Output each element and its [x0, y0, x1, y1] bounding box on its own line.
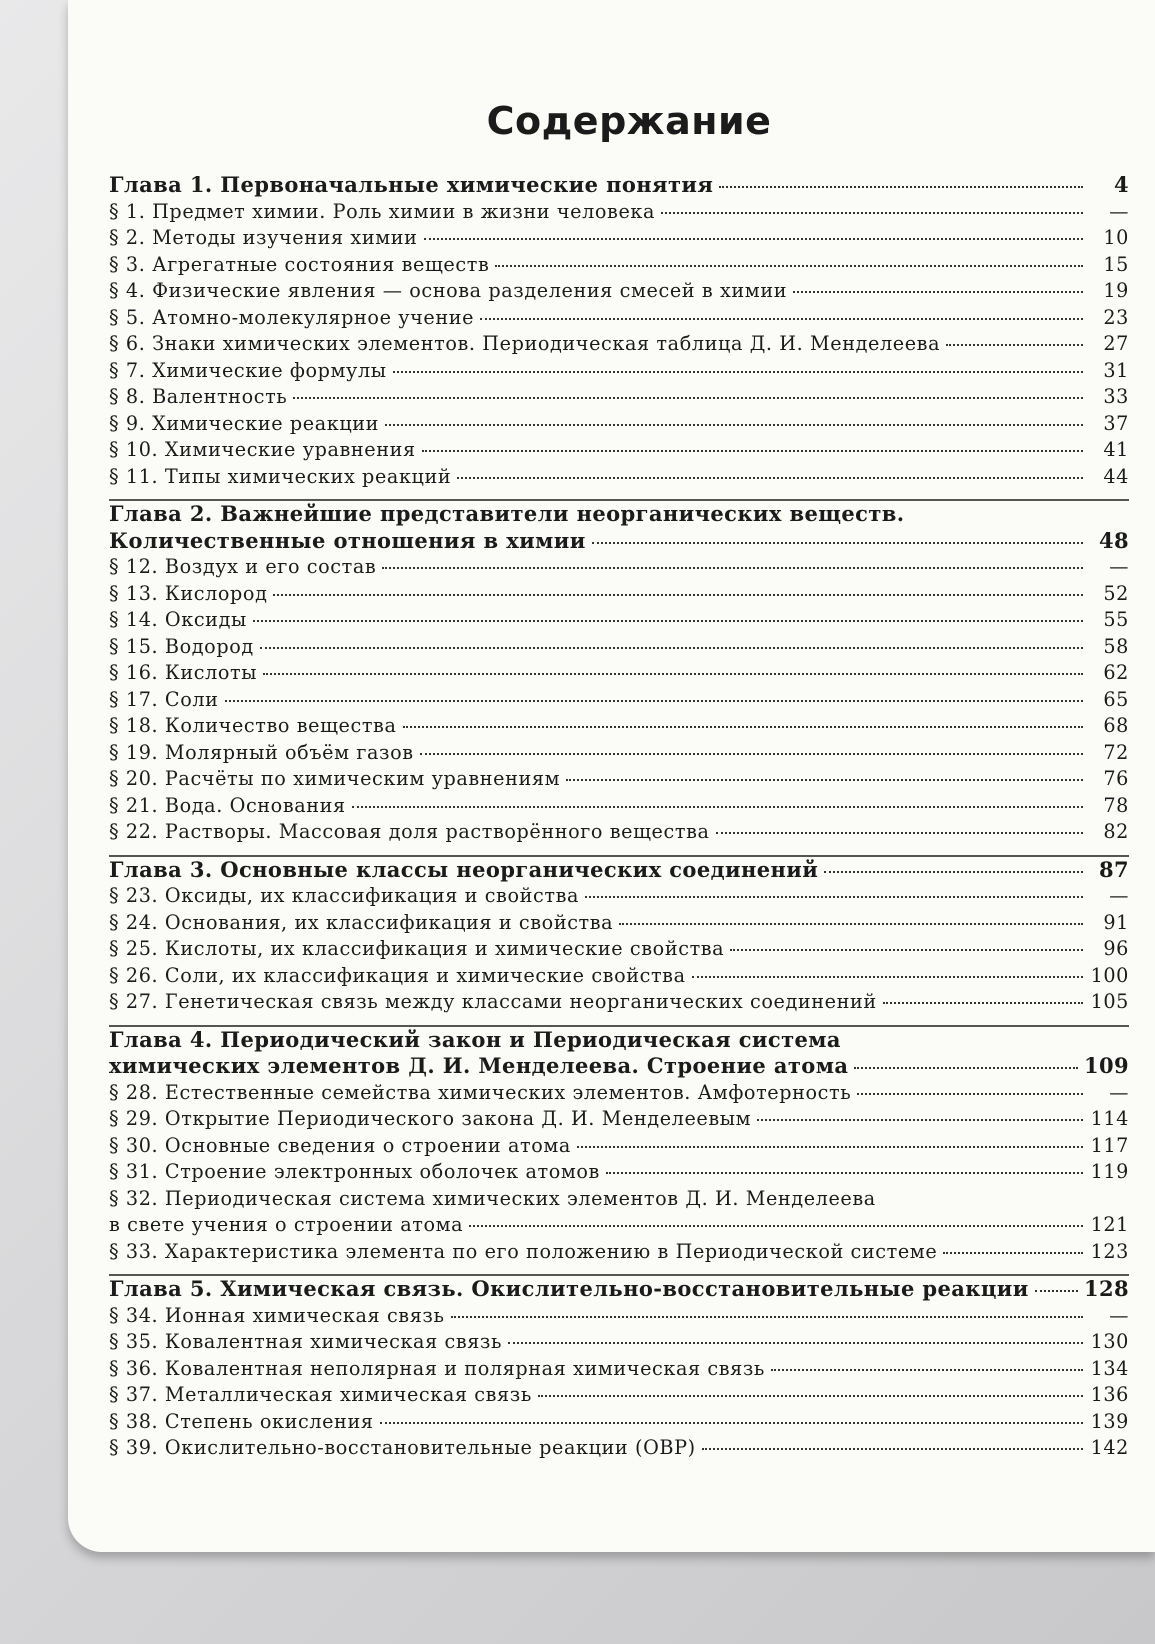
- section-page-number: 91: [1103, 910, 1129, 934]
- section-page-number: 121: [1090, 1213, 1129, 1236]
- section-page-number: 19: [1103, 279, 1129, 302]
- chapter-title: Глава 5. Химическая связь. Окислительно-восстановительные реакции: [109, 1276, 1029, 1301]
- dot-leader: [385, 424, 1083, 426]
- section-title: § 6. Знаки химических элементов. Периодическая таблица Д. И. Менделеева: [109, 332, 941, 355]
- dot-leader: [508, 1342, 1083, 1344]
- section-entry[interactable]: [109, 331, 1129, 358]
- section-page-number: 37: [1103, 411, 1129, 435]
- chapter-entry[interactable]: [109, 1276, 1129, 1303]
- section-entry[interactable]: [109, 225, 1129, 252]
- chapter-page-number: 4: [1113, 172, 1129, 197]
- section-page-number: 142: [1090, 1436, 1129, 1459]
- dot-leader: [403, 726, 1084, 728]
- section-page-number: 27: [1103, 332, 1129, 355]
- chapter-entry[interactable]: [109, 857, 1129, 884]
- section-title: § 16. Кислоты: [109, 661, 258, 684]
- section-page-number: 15: [1103, 252, 1129, 276]
- dot-leader: [730, 949, 1083, 951]
- chapter-title: химических элементов Д. И. Менделеева. Строение атома: [109, 1053, 849, 1078]
- dot-leader: [263, 673, 1083, 675]
- chapter-entry[interactable]: [109, 528, 1129, 555]
- section-entry[interactable]: [109, 910, 1129, 937]
- section-page-number: 44: [1103, 464, 1129, 488]
- section-entry[interactable]: [109, 384, 1129, 411]
- section-page-number: —: [1109, 199, 1129, 223]
- section-title: § 29. Открытие Периодического закона Д. И. Менделеевым: [109, 1107, 752, 1130]
- chapter-title: Количественные отношения в химии: [109, 527, 586, 553]
- section-page-number: 55: [1103, 608, 1129, 631]
- section-title: § 28. Естественные семейства химических элементов. Амфотерность: [109, 1080, 852, 1104]
- section-title: § 37. Металлическая химическая связь: [109, 1383, 532, 1406]
- section-entry[interactable]: [109, 252, 1129, 279]
- section-title: § 1. Предмет химии. Роль химии в жизни человека: [109, 199, 656, 223]
- chapter-block: [109, 490, 1129, 846]
- chapter-page-number: 48: [1098, 527, 1129, 553]
- section-entry[interactable]: [109, 305, 1129, 332]
- dot-leader: [606, 1172, 1083, 1174]
- section-entry[interactable]: [109, 1133, 1129, 1160]
- section-entry[interactable]: [109, 766, 1129, 793]
- section-page-number: 10: [1103, 226, 1129, 249]
- section-title: § 33. Характеристика элемента по его положению в Периодической системе: [109, 1239, 938, 1263]
- dot-leader: [393, 371, 1083, 373]
- section-title-line: § 32. Периодическая система химических элементов Д. И. Менделеева: [109, 1186, 876, 1210]
- section-title: § 39. Окислительно-восстановительные реакции (ОВР): [109, 1436, 696, 1459]
- toc-content: [109, 90, 1129, 1462]
- dot-leader: [577, 1146, 1083, 1148]
- section-title: § 30. Основные сведения о строении атома: [109, 1133, 571, 1157]
- section-title: § 15. Водород: [109, 634, 254, 658]
- section-title: § 22. Растворы. Массовая доля растворённого вещества: [109, 820, 710, 843]
- section-title: § 8. Валентность: [109, 385, 288, 408]
- dot-leader: [566, 779, 1083, 781]
- chapter-entry[interactable]: [109, 1053, 1129, 1080]
- dot-leader: [451, 1316, 1083, 1318]
- section-page-number: 100: [1090, 963, 1129, 987]
- section-title: § 26. Соли, их классификация и химические свойства: [109, 963, 686, 987]
- section-title: § 3. Агрегатные состояния веществ: [109, 252, 490, 276]
- section-page-number: 33: [1103, 385, 1129, 408]
- section-page-number: 136: [1090, 1383, 1129, 1406]
- section-title: в свете учения о строении атома: [109, 1213, 464, 1236]
- chapter-title: Глава 1. Первоначальные химические понятия: [109, 172, 714, 197]
- section-entry[interactable]: [109, 793, 1129, 820]
- table-of-contents: [109, 172, 1129, 1462]
- section-page-number: —: [1109, 1080, 1129, 1104]
- section-title: § 11. Типы химических реакций: [109, 464, 452, 488]
- dot-leader: [457, 477, 1083, 479]
- dot-leader: [253, 620, 1083, 622]
- dot-leader: [422, 450, 1083, 452]
- section-title: § 38. Степень окисления: [109, 1409, 374, 1433]
- section-entry[interactable]: [109, 1212, 1129, 1239]
- section-title: § 20. Расчёты по химическим уравнениям: [109, 767, 561, 790]
- section-title: § 7. Химические формулы: [109, 358, 387, 382]
- chapter-block: [109, 1265, 1129, 1462]
- dot-leader: [480, 318, 1083, 320]
- chapter-entry[interactable]: [109, 172, 1129, 199]
- section-entry[interactable]: [109, 989, 1129, 1016]
- section-entry[interactable]: [109, 1159, 1129, 1186]
- section-page-number: 130: [1090, 1330, 1129, 1353]
- section-page-number: 119: [1090, 1160, 1129, 1183]
- dot-leader: [585, 896, 1083, 898]
- section-entry[interactable]: [109, 581, 1129, 608]
- dot-leader: [757, 1119, 1083, 1121]
- dot-leader: [420, 753, 1083, 755]
- dot-leader: [538, 1395, 1083, 1397]
- dot-leader: [380, 1422, 1083, 1424]
- section-entry[interactable]: [109, 713, 1129, 740]
- section-entry[interactable]: [109, 819, 1129, 846]
- section-title: § 19. Молярный объём газов: [109, 740, 414, 764]
- section-entry[interactable]: [109, 411, 1129, 438]
- section-title: § 17. Соли: [109, 687, 219, 711]
- dot-leader: [273, 594, 1083, 596]
- section-page-number: 62: [1103, 661, 1129, 684]
- section-entry[interactable]: [109, 1382, 1129, 1409]
- dot-leader: [771, 1369, 1083, 1371]
- section-entry[interactable]: [109, 1435, 1129, 1462]
- section-entry[interactable]: [109, 1106, 1129, 1133]
- section-entry[interactable]: [109, 1239, 1129, 1266]
- chapter-title: Глава 3. Основные классы неорганических соединений: [109, 856, 819, 882]
- section-title: § 5. Атомно-молекулярное учение: [109, 305, 475, 329]
- section-title: § 10. Химические уравнения: [109, 438, 416, 461]
- section-entry[interactable]: [109, 1356, 1129, 1383]
- section-page-number: 105: [1090, 990, 1129, 1013]
- section-title: § 13. Кислород: [109, 581, 268, 605]
- chapter-page-number: 109: [1083, 1053, 1129, 1078]
- section-entry[interactable]: [109, 740, 1129, 767]
- section-title: § 34. Ионная химическая связь: [109, 1303, 445, 1327]
- section-title: § 14. Оксиды: [109, 608, 247, 631]
- section-title: § 21. Вода. Основания: [109, 793, 346, 817]
- section-entry[interactable]: [109, 554, 1129, 581]
- section-entry[interactable]: [109, 936, 1129, 963]
- section-entry[interactable]: [109, 687, 1129, 714]
- section-page-number: 23: [1103, 305, 1129, 329]
- dot-leader: [854, 1067, 1078, 1069]
- chapter-block: [109, 846, 1129, 1016]
- section-entry[interactable]: [109, 1080, 1129, 1107]
- section-title: § 24. Основания, их классификация и свойства: [109, 910, 614, 934]
- dot-leader: [824, 871, 1083, 873]
- section-entry[interactable]: [109, 634, 1129, 661]
- chapter-block: [109, 1016, 1129, 1266]
- dot-leader: [793, 291, 1083, 293]
- section-entry[interactable]: [109, 278, 1129, 305]
- section-page-number: 117: [1090, 1133, 1129, 1157]
- section-entry[interactable]: [109, 883, 1129, 910]
- section-entry[interactable]: [109, 358, 1129, 385]
- section-title: § 31. Строение электронных оболочек атомов: [109, 1160, 600, 1183]
- section-page-number: 78: [1103, 793, 1129, 817]
- section-page-number: —: [1109, 1303, 1129, 1327]
- dot-leader: [592, 542, 1083, 544]
- dot-leader: [883, 1002, 1083, 1004]
- section-title: § 36. Ковалентная неполярная и полярная химическая связь: [109, 1356, 765, 1380]
- section-entry[interactable]: [109, 607, 1129, 634]
- section-page-number: 139: [1090, 1409, 1129, 1433]
- section-page-number: 123: [1090, 1239, 1129, 1263]
- dot-leader: [1035, 1290, 1078, 1292]
- chapter-page-number: 87: [1098, 856, 1129, 882]
- section-page-number: 76: [1103, 767, 1129, 790]
- section-page-number: 65: [1103, 687, 1129, 711]
- dot-leader: [260, 647, 1083, 649]
- section-page-number: 72: [1103, 740, 1129, 764]
- section-page-number: 52: [1103, 581, 1129, 605]
- section-page-number: 96: [1103, 937, 1129, 960]
- book-page: [68, 0, 1155, 1552]
- dot-leader: [495, 265, 1083, 267]
- section-page-number: —: [1109, 555, 1129, 578]
- section-entry[interactable]: [109, 437, 1129, 464]
- section-entry[interactable]: [109, 1303, 1129, 1330]
- section-entry[interactable]: [109, 199, 1129, 226]
- dot-leader: [702, 1448, 1083, 1450]
- dot-leader: [225, 700, 1083, 702]
- dot-leader: [719, 186, 1083, 188]
- dot-leader: [943, 1252, 1083, 1254]
- section-title: § 4. Физические явления — основа разделения смесей в химии: [109, 279, 788, 302]
- section-page-number: —: [1109, 884, 1129, 907]
- section-page-number: 68: [1103, 714, 1129, 737]
- section-title: § 25. Кислоты, их классификация и химические свойства: [109, 937, 725, 960]
- section-entry[interactable]: [109, 1409, 1129, 1436]
- dot-leader: [716, 832, 1083, 834]
- dot-leader: [946, 344, 1083, 346]
- dot-leader: [424, 238, 1083, 240]
- dot-leader: [293, 397, 1083, 399]
- section-page-number: 134: [1090, 1356, 1129, 1380]
- section-page-number: 82: [1103, 820, 1129, 843]
- section-page-number: 114: [1090, 1107, 1129, 1130]
- section-title: § 2. Методы изучения химии: [109, 226, 418, 249]
- dot-leader: [469, 1225, 1083, 1227]
- section-title: § 12. Воздух и его состав: [109, 555, 377, 578]
- dot-leader: [692, 976, 1083, 978]
- section-title: § 23. Оксиды, их классификация и свойства: [109, 884, 580, 907]
- dot-leader: [619, 923, 1083, 925]
- section-title: § 35. Ковалентная химическая связь: [109, 1330, 503, 1353]
- section-page-number: 41: [1103, 438, 1129, 461]
- section-title: § 18. Количество вещества: [109, 714, 397, 737]
- section-entry[interactable]: [109, 963, 1129, 990]
- chapter-page-number: 128: [1083, 1276, 1129, 1301]
- chapter-block: [109, 172, 1129, 490]
- chapter-title-line: Глава 4. Периодический закон и Периодическая система: [109, 1026, 841, 1052]
- section-entry[interactable]: [109, 660, 1129, 687]
- section-page-number: 31: [1103, 358, 1129, 382]
- section-page-number: 58: [1103, 634, 1129, 658]
- page-title: Содержание: [486, 99, 772, 143]
- section-title: § 27. Генетическая связь между классами неорганических соединений: [109, 990, 877, 1013]
- dot-leader: [661, 212, 1083, 214]
- dot-leader: [382, 567, 1083, 569]
- section-entry[interactable]: [109, 464, 1129, 491]
- chapter-title-line: Глава 2. Важнейшие представители неорганических веществ.: [109, 501, 905, 526]
- section-entry[interactable]: [109, 1329, 1129, 1356]
- section-title: § 9. Химические реакции: [109, 411, 380, 435]
- dot-leader: [857, 1093, 1083, 1095]
- dot-leader: [352, 806, 1083, 808]
